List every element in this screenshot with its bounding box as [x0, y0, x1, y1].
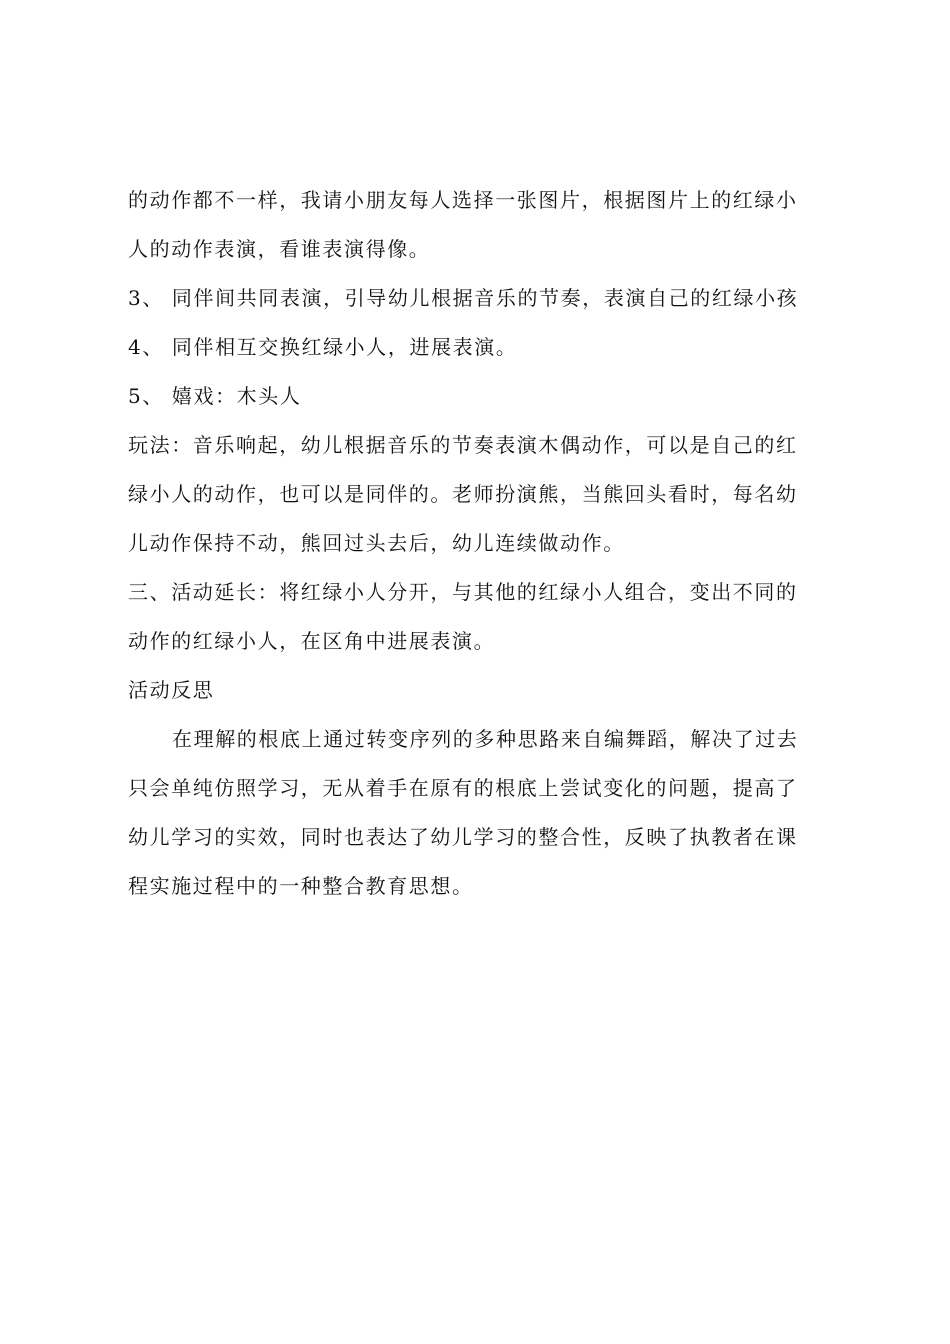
- paragraph-line: 人的动作表演，看谁表演得像。: [128, 237, 431, 261]
- paragraph-line: 儿动作保持不动，熊回过头去后，幼儿连续做动作。: [128, 531, 625, 555]
- list-item-5: 5、 嬉戏：木头人: [128, 384, 302, 408]
- paragraph-line: 的动作都不一样，我请小朋友每人选择一张图片，根据图片上的红绿小: [128, 188, 798, 212]
- paragraph-line: 绿小人的动作，也可以是同伴的。老师扮演熊，当熊回头看时，每名幼: [128, 482, 798, 506]
- document-body: [128, 188, 832, 898]
- paragraph-line: 程实施过程中的一种整合教育思想。: [128, 874, 474, 898]
- paragraph-line: 玩法：音乐响起，幼儿根据音乐的节奏表演木偶动作，可以是自己的红: [128, 433, 798, 457]
- paragraph-line: 幼儿学习的实效，同时也表达了幼儿学习的整合性，反映了执教者在课: [128, 825, 798, 849]
- paragraph-line: 动作的红绿小人，在区角中进展表演。: [128, 629, 496, 653]
- paragraph-line: 在理解的根底上通过转变序列的多种思路来自编舞蹈，解决了过去: [172, 727, 799, 751]
- section-title: 活动反思: [128, 678, 215, 702]
- list-item-4: 4、 同伴相互交换红绿小人，进展表演。: [128, 335, 518, 359]
- section-heading-line: 三、活动延长：将红绿小人分开，与其他的红绿小人组合，变出不同的: [128, 580, 798, 604]
- list-item-3: 3、 同伴间共同表演，引导幼儿根据音乐的节奏，表演自己的红绿小孩: [128, 286, 799, 310]
- paragraph-line: 只会单纯仿照学习，无从着手在原有的根底上尝试变化的问题，提高了: [128, 776, 798, 800]
